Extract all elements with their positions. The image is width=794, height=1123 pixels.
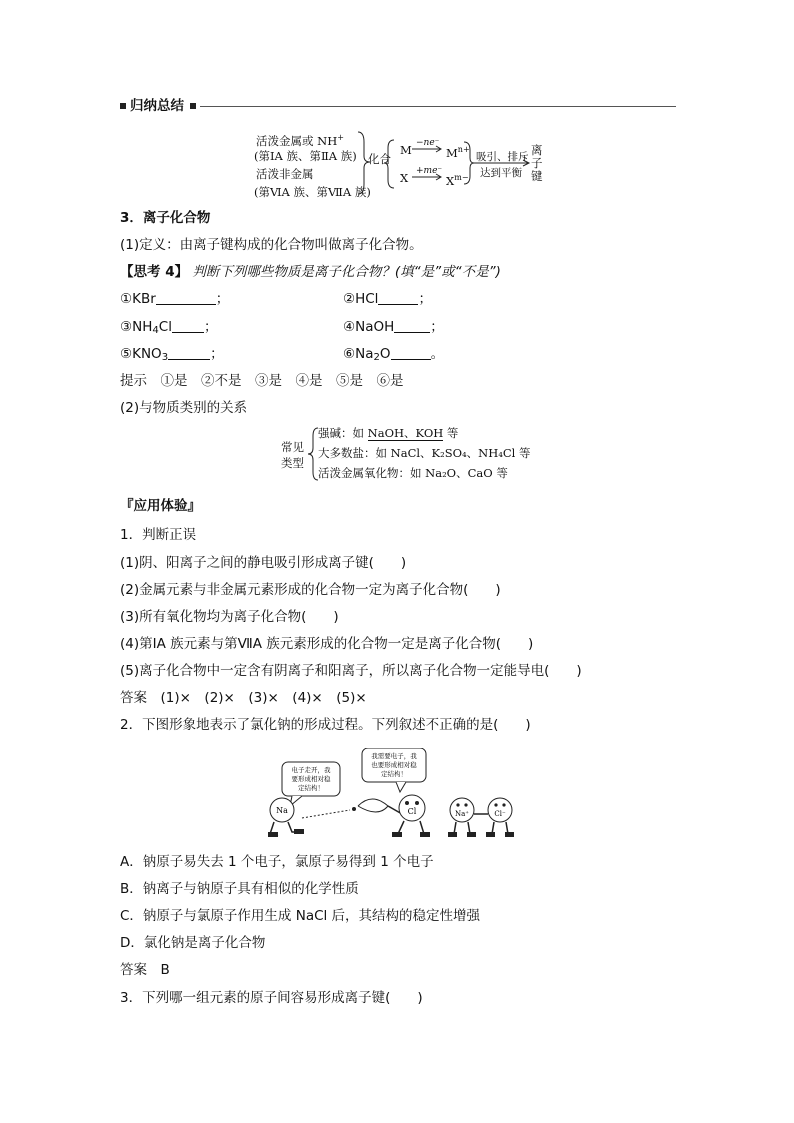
header-rule [200,106,676,107]
answer-blank[interactable] [378,291,418,305]
types-label-2: 类型 [281,456,304,470]
scheme-result-2: 子 [531,156,543,170]
scheme-bottom-to: $X^{m-}$ [446,173,469,188]
q1-item: (4)第ⅠA 族元素与第ⅦA 族元素形成的化合物一定是离子化合物( ) [120,636,534,652]
scheme-mid-top: 吸引、排斥 [476,151,529,163]
atom-label: Cl [407,807,417,816]
question-nh4cl: ③NH4Cl ； [120,319,218,336]
answer-blank[interactable] [172,319,204,333]
think-text: 判断下列哪些物质是离子化合物？(填“是”或“不是”) [192,264,501,280]
type-oxides: 活泼金属氧化物：如 Na₂O、CaO 等 [318,466,508,480]
bubble-text: 我需要电子，我 [371,752,417,760]
tip-line: 提示 ①是 ②不是 ③是 ④是 ⑤是 ⑥是 [120,373,404,389]
scheme-bottom-from: X [400,171,409,185]
scheme-top-arrow-label: −ne⁻ [416,138,440,148]
q2-title: 2．下图形象地表示了氯化钠的形成过程。下列叙述不正确的是( ) [120,717,531,733]
q1-title: 1．判断正误 [120,527,197,543]
electron-trail-icon [302,807,356,818]
ion-label: Na⁺ [455,810,469,818]
scheme-mid-bottom: 达到平衡 [480,167,522,179]
item3-definition: (1)定义：由离子键构成的化合物叫做离子化合物。 [120,237,423,253]
scheme-result-1: 离 [531,143,543,157]
answer-blank[interactable] [391,346,431,360]
question-na2o: ⑥Na2O 。 [343,346,445,363]
question-kno3: ⑤KNO3 ； [120,346,224,363]
type-strong-base: 强碱：如 NaOH、KOH 等 [318,426,459,440]
bubble-text: 定结构！ [298,784,324,792]
chloride-ion-character [486,798,514,837]
question-kbr: ①KBr ； [120,291,230,307]
q1-answer: 答案 (1)× (2)× (3)× (4)× (5)× [120,690,367,706]
atom-label: Na [276,806,288,815]
scheme-left-3: 活泼非金属 [256,167,314,181]
bullet-square-icon [120,103,126,109]
bubble-text: 要形成相对稳 [291,775,331,783]
answer-blank[interactable] [394,319,430,333]
speech-bubble-left [282,762,340,806]
sodium-ion-character [448,798,476,837]
net-icon [358,799,402,814]
question-naoh: ④NaOH ； [343,319,444,335]
scheme-left-4: (第ⅥA 族、第ⅦA 族) [254,185,371,199]
q1-item: (3)所有氧化物均为离子化合物( ) [120,609,339,625]
q1-item: (5)离子化合物中一定含有阴离子和阳离子，所以离子化合物一定能导电( ) [120,663,582,679]
scheme-bottom-arrow-label: +me⁻ [416,166,443,176]
nacl-formation-illustration [262,748,530,844]
bubble-text: 电子走开，我 [291,766,331,774]
sodium-atom-character [268,798,304,837]
types-label-1: 常见 [281,440,304,454]
bullet-square-icon [190,103,196,109]
q2-option-b: B．钠离子与钠原子具有相似的化学性质 [120,881,359,897]
item3-heading: 3．离子化合物 [120,210,211,226]
type-salts: 大多数盐：如 NaCl、K₂SO₄、NH₄Cl 等 [318,446,531,460]
q2-option-a: A．钠原子易失去 1 个电子，氯原子易得到 1 个电子 [120,854,434,870]
q2-option-c: C．钠原子与氯原子作用生成 NaCl 后，其结构的稳定性增强 [120,908,481,924]
q1-item: (1)阴、阳离子之间的静电吸引形成离子键( ) [120,555,407,571]
q3-title: 3．下列哪一组元素的原子间容易形成离子键( ) [120,990,423,1006]
scheme-left-1: 活泼金属或 NH+ [256,133,344,148]
apply-title: 『应用体验』 [120,498,201,514]
section-title: 归纳总结 [130,98,184,114]
q2-option-d: D．氯化钠是离子化合物 [120,935,266,951]
relation-heading: (2)与物质类别的关系 [120,400,248,416]
bubble-text: 也要形成相对稳 [371,761,417,769]
question-hcl: ②HCl ； [343,291,432,307]
think-label: 【思考 4】 [120,264,189,280]
scheme-left-2: (第ⅠA 族、第ⅡA 族) [254,149,357,163]
chlorine-atom-character [392,795,430,837]
speech-bubble-right [362,748,426,792]
answer-blank[interactable] [168,346,210,360]
ion-label: Cl⁻ [494,810,506,818]
scheme-top-to: $M^{n+}$ [446,145,470,160]
bubble-text: 定结构！ [381,770,407,778]
answer-blank[interactable] [156,291,216,305]
think-line [120,264,501,280]
scheme-combine: 化合 [368,152,391,166]
q1-item: (2)金属元素与非金属元素形成的化合物一定为离子化合物( ) [120,582,501,598]
q2-answer: 答案 B [120,962,170,978]
scheme-result-3: 键 [531,169,543,183]
scheme-top-from: M [400,143,412,157]
